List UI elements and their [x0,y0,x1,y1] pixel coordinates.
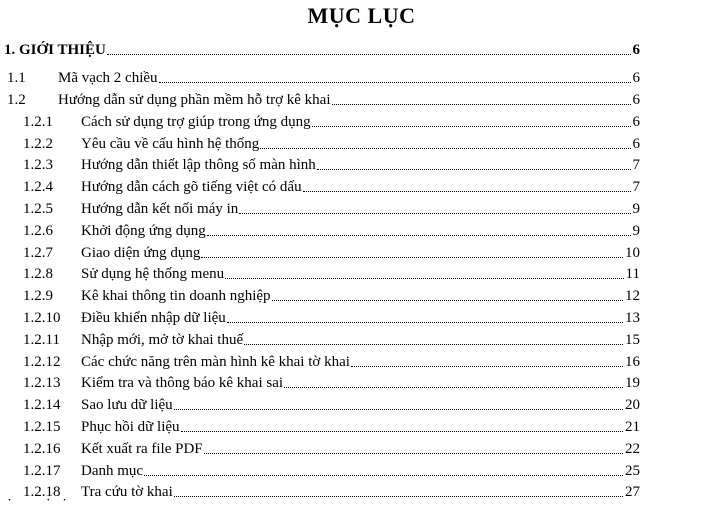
dot-leader [159,82,631,83]
dot-leader [272,300,623,301]
toc-entry-title[interactable]: Khởi động ứng dụng [81,222,206,239]
toc-entry-page-number: 6 [632,135,640,152]
dot-leader [107,54,631,55]
toc-entry-page-number: 9 [632,200,640,217]
toc-entry-page-number: 11 [625,266,640,283]
toc-entry[interactable] [0,196,643,218]
toc-entry[interactable] [0,392,643,414]
toc-entry-title[interactable]: Các chức năng trên màn hình kê khai tờ khai [81,353,350,370]
dot-leader [239,213,630,214]
toc-entry-number: 1.2.14 [23,397,61,414]
toc-entry-number: 1.2.6 [23,222,53,239]
toc-entry-number: 1.1 [7,70,26,86]
toc-entry-page-number: 12 [625,288,640,305]
toc-entry[interactable] [0,174,643,196]
toc-entry-number: 1.2.15 [23,418,61,435]
toc-entry-title[interactable]: Mã vạch 2 chiều [58,70,158,86]
toc-entry-page-number: 7 [632,157,640,174]
toc-entry-number: 1.2.18 [23,484,61,501]
toc-entry-page-number: 22 [625,440,640,457]
toc-entry[interactable] [0,153,643,175]
toc-entry-number: 1.2.11 [23,331,60,348]
dot-leader [244,344,623,345]
toc-entry-title[interactable]: Cách sử dụng trợ giúp trong ứng dụng [81,113,311,130]
toc-entry-number: 1.2.8 [23,266,53,283]
table-of-contents [0,34,643,501]
toc-entry[interactable] [0,109,643,131]
toc-entry-title[interactable]: Kết xuất ra file PDF [81,440,203,457]
toc-entry-page-number: 7 [632,179,640,196]
toc-entry-title[interactable]: 1. GIỚI THIỆU [4,42,106,58]
toc-entry-title[interactable]: Nhập mới, mở tờ khai thuế [81,331,244,348]
toc-entry-title[interactable]: Điều khiển nhập dữ liệu [81,309,226,326]
toc-entry-number: 1.2.17 [23,462,61,479]
toc-entry-page-number: 6 [632,42,640,58]
toc-entry-title[interactable]: Tra cứu tờ khai [81,484,173,501]
toc-entry-number: 1.2.3 [23,157,53,174]
toc-entry-page-number: 27 [625,484,640,501]
dot-leader [207,235,631,236]
toc-entry-page-number: 16 [625,353,640,370]
toc-entry-number: 1.2.2 [23,135,53,152]
toc-entry[interactable] [0,87,643,109]
dot-leader [181,431,623,432]
dot-leader [174,409,623,410]
toc-entry[interactable] [0,371,643,393]
toc-entry-title[interactable]: Kê khai thông tin doanh nghiệp [81,288,271,305]
toc-entry[interactable] [0,218,643,240]
toc-entry[interactable] [0,436,643,458]
toc-entry-title[interactable]: Hướng dẫn cách gõ tiếng việt có dấu [81,179,302,196]
dot-leader [227,322,623,323]
dot-leader [201,257,623,258]
toc-entry-number: 1.2.7 [23,244,53,261]
toc-entry-title[interactable]: Hướng dẫn thiết lập thông số màn hình [81,157,316,174]
toc-entry-page-number: 9 [632,222,640,239]
toc-entry-page-number: 20 [625,397,640,414]
toc-entry-number: 1.2.9 [23,288,53,305]
page-title: MỤC LỤC [307,3,416,28]
toc-entry[interactable] [0,262,643,284]
toc-entry-number: 1.2.5 [23,200,53,217]
toc-entry-page-number: 21 [625,418,640,435]
toc-entry[interactable] [0,414,643,436]
toc-entry-title[interactable]: Hướng dẫn sử dụng phần mềm hỗ trợ kê khai [58,92,331,108]
toc-entry[interactable] [0,327,643,349]
toc-entry-page-number: 15 [625,331,640,348]
dot-leader [284,387,623,388]
toc-entry-number: 1.2.12 [23,353,61,370]
toc-entry[interactable] [0,349,643,371]
toc-entry-number: 1.2.4 [23,179,53,196]
toc-entry-number: 1.2.16 [23,440,61,457]
toc-entry[interactable] [0,283,643,305]
toc-entry-page-number: 13 [625,309,640,326]
toc-entry-page-number: 10 [625,244,640,261]
toc-entry[interactable] [0,65,643,87]
dot-leader [260,148,630,149]
toc-entry-number: 1.2 [7,92,26,108]
toc-entry-page-number: 6 [632,92,640,108]
dot-leader [144,475,623,476]
toc-entry-page-number: 6 [632,113,640,130]
toc-entry[interactable] [0,305,643,327]
dot-leader [225,278,623,279]
toc-entry-page-number: 25 [625,462,640,479]
toc-entry-title[interactable]: Sao lưu dữ liệu [81,397,173,414]
toc-entry-title[interactable]: Phục hồi dữ liệu [81,418,180,435]
toc-entry-number: 1.2.13 [23,375,61,392]
toc-entry-page-number: 6 [632,70,640,86]
toc-entry-page-number: 19 [625,375,640,392]
dot-leader [317,169,631,170]
toc-entry-title[interactable]: Sử dụng hệ thống menu [81,266,225,283]
toc-entry-title[interactable]: Yêu cầu về cấu hình hệ thống [81,135,260,152]
toc-entry-title[interactable]: Kiểm tra và thông báo kê khai sai [81,375,284,392]
cutoff-next-line [0,497,643,513]
toc-entry-title[interactable]: Hướng dẫn kết nối máy in [81,200,239,217]
dot-leader [303,191,631,192]
dot-leader [312,126,631,127]
toc-entry[interactable] [0,34,643,59]
toc-entry[interactable] [0,131,643,153]
toc-entry-number: 1.2.10 [23,309,61,326]
dot-leader [332,104,631,105]
toc-entry[interactable] [0,240,643,262]
toc-entry-title[interactable]: Giao diện ứng dụng [81,244,201,261]
dot-leader [204,453,623,454]
toc-entry-number: 1.2.1 [23,113,53,130]
dot-leader [351,366,623,367]
toc-entry-title[interactable]: Danh mục [81,462,144,479]
cutoff-glyph-tops: ˙ ˙ ˙ [7,497,67,513]
toc-entry[interactable] [0,458,643,480]
